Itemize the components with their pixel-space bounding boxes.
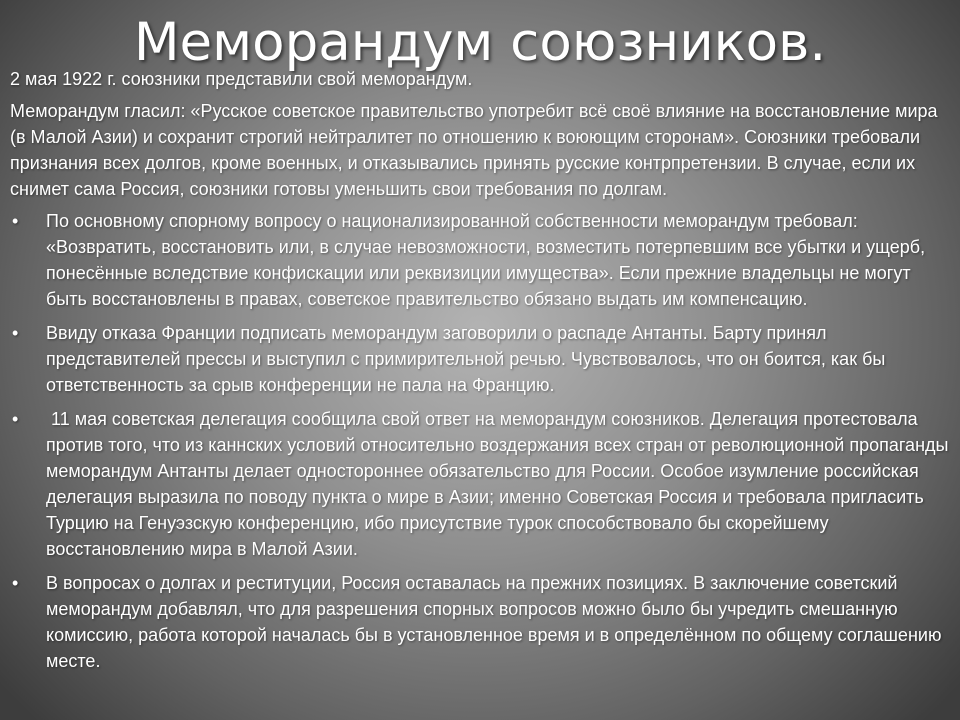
bullet-marker: • (12, 323, 19, 343)
intro-paragraph: 2 мая 1922 г. союзники представили свой меморандум. (10, 69, 473, 89)
bullet-item (10, 406, 954, 562)
bullet-text: В вопросах о долгах и реституции, Россия оставалась на прежних позициях. В заключение советский меморандум добавлял, что для разрешения спорных вопросов можно было бы учредить смешанную комиссию, работа которой началась бы в установленное время и в определённом по общему соглашению месте. (46, 573, 942, 671)
memorandum-paragraph: Меморандум гласил: «Русское советское правительство употребит всё своё влияние на восстановление мира (в Малой Азии) и сохранит строгий нейтралитет по отношению к воюющим сторонам». Союзники требовали признания всех долгов, кроме военных, и отказывались принять русские контрпретензии. В случае, если их снимет сама Россия, союзники готовы уменьшить свои требования по долгам. (10, 101, 938, 199)
slide-title: Меморандум союзников. (133, 12, 827, 73)
bullet-marker: • (12, 409, 19, 429)
bullet-text: Ввиду отказа Франции подписать меморандум заговорили о распаде Антанты. Барту принял представителей прессы и выступил с примирительной речью. Чувствовалось, что он боится, как бы ответственность за срыв конференции не пала на Францию. (46, 323, 886, 395)
bullet-marker: • (12, 573, 19, 593)
bullet-text: По основному спорному вопросу о национализированной собственности меморандум требовал: «Возвратить, восстановить или, в случае невозможности, возместить потерпевшим все убытки и ущерб, понесённые вследствие конфискации или реквизиции имущества». Если прежние владельцы не могут быть восстановлены в правах, советское правительство обязано выдать им компенсацию. (46, 211, 926, 309)
bullet-marker: • (12, 211, 19, 231)
slide-body (10, 66, 954, 682)
bullet-text: 11 мая советская делегация сообщила свой ответ на меморандум союзников. Делегация протестовала против того, что из каннских условий относительно воздержания всех стран от революционной пропаганды меморандум Антанты делает одностороннее обязательство для России. Особое изумление российская делегация выразила по поводу пункта о мире в Азии; именно Советская Россия и требовала пригласить Турцию на Генуэзскую конференцию, ибо присутствие турок способствовало бы скорейшему восстановлению мира в Малой Азии. (46, 409, 954, 559)
bullet-item (10, 208, 950, 312)
bullet-item (10, 570, 950, 674)
bullet-item (10, 320, 950, 398)
